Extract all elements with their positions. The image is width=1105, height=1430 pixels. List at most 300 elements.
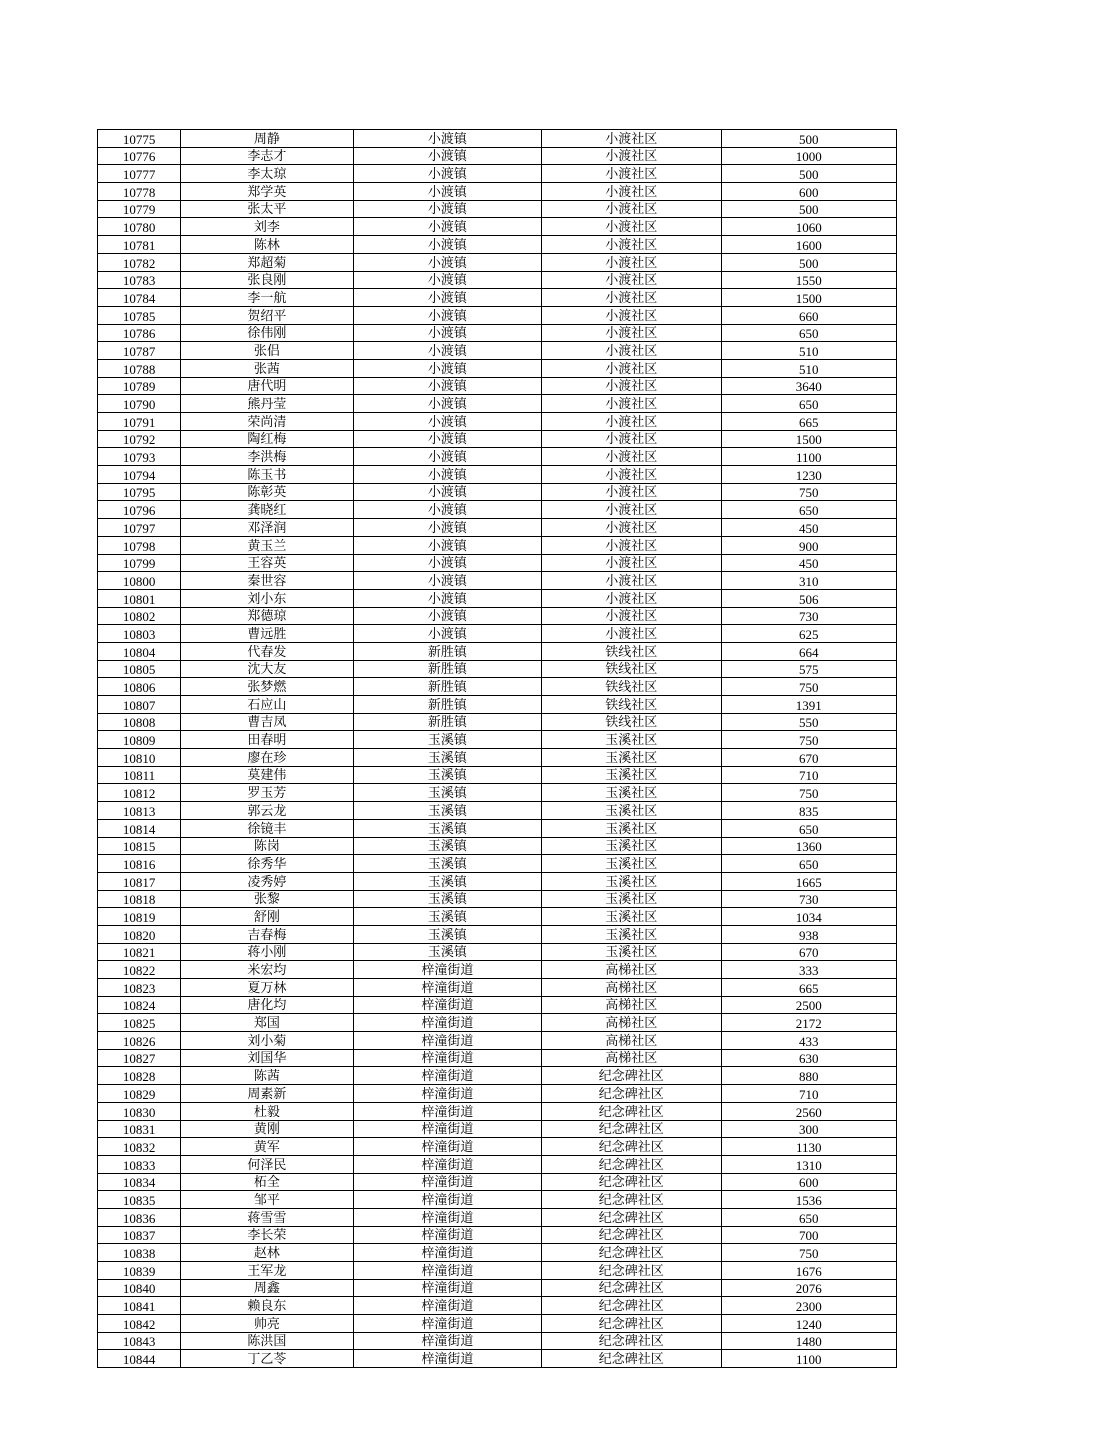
amount-cell: 650 [721, 501, 896, 519]
table-row [98, 183, 897, 201]
community-cell: 小渡社区 [542, 413, 721, 431]
record-number-cell: 10790 [98, 395, 181, 413]
community-cell: 小渡社区 [542, 483, 721, 501]
record-number-cell: 10813 [98, 802, 181, 820]
person-name-cell: 张良刚 [181, 271, 353, 289]
person-name-cell: 柘全 [181, 1173, 353, 1191]
table-row [98, 147, 897, 165]
community-cell: 小渡社区 [542, 554, 721, 572]
table-row [98, 784, 897, 802]
table-row [98, 1279, 897, 1297]
person-name-cell: 李长荣 [181, 1226, 353, 1244]
community-cell: 纪念碑社区 [542, 1085, 721, 1103]
person-name-cell: 周鑫 [181, 1279, 353, 1297]
town-cell: 小渡镇 [353, 519, 541, 537]
amount-cell: 1500 [721, 430, 896, 448]
community-cell: 小渡社区 [542, 271, 721, 289]
community-cell: 玉溪社区 [542, 819, 721, 837]
town-cell: 小渡镇 [353, 395, 541, 413]
record-number-cell: 10831 [98, 1120, 181, 1138]
town-cell: 小渡镇 [353, 413, 541, 431]
table-row [98, 289, 897, 307]
person-name-cell: 石应山 [181, 696, 353, 714]
person-name-cell: 廖在珍 [181, 749, 353, 767]
amount-cell: 1500 [721, 289, 896, 307]
community-cell: 铁线社区 [542, 642, 721, 660]
community-cell: 高梯社区 [542, 961, 721, 979]
amount-cell: 510 [721, 342, 896, 360]
record-number-cell: 10820 [98, 925, 181, 943]
record-number-cell: 10827 [98, 1049, 181, 1067]
record-number-cell: 10803 [98, 625, 181, 643]
table-row [98, 359, 897, 377]
person-name-cell: 蒋雪雪 [181, 1208, 353, 1226]
table-row [98, 430, 897, 448]
record-number-cell: 10801 [98, 589, 181, 607]
community-cell: 玉溪社区 [542, 890, 721, 908]
table-row [98, 996, 897, 1014]
table-row [98, 1138, 897, 1156]
town-cell: 梓潼街道 [353, 1067, 541, 1085]
town-cell: 梓潼街道 [353, 1332, 541, 1350]
town-cell: 梓潼街道 [353, 996, 541, 1014]
town-cell: 小渡镇 [353, 306, 541, 324]
community-cell: 铁线社区 [542, 678, 721, 696]
person-name-cell: 李一航 [181, 289, 353, 307]
record-number-cell: 10839 [98, 1262, 181, 1280]
amount-cell: 938 [721, 925, 896, 943]
table-row [98, 1085, 897, 1103]
record-number-cell: 10822 [98, 961, 181, 979]
town-cell: 小渡镇 [353, 147, 541, 165]
person-name-cell: 郑国 [181, 1014, 353, 1032]
record-number-cell: 10815 [98, 837, 181, 855]
town-cell: 梓潼街道 [353, 1155, 541, 1173]
record-number-cell: 10792 [98, 430, 181, 448]
community-cell: 纪念碑社区 [542, 1138, 721, 1156]
amount-cell: 750 [721, 1244, 896, 1262]
amount-cell: 750 [721, 483, 896, 501]
person-name-cell: 黄军 [181, 1138, 353, 1156]
town-cell: 新胜镇 [353, 642, 541, 660]
record-number-cell: 10844 [98, 1350, 181, 1368]
amount-cell: 1360 [721, 837, 896, 855]
community-cell: 纪念碑社区 [542, 1332, 721, 1350]
record-number-cell: 10802 [98, 607, 181, 625]
table-row [98, 819, 897, 837]
person-name-cell: 徐伟刚 [181, 324, 353, 342]
community-cell: 玉溪社区 [542, 855, 721, 873]
record-number-cell: 10843 [98, 1332, 181, 1350]
person-name-cell: 李洪梅 [181, 448, 353, 466]
community-cell: 小渡社区 [542, 306, 721, 324]
amount-cell: 500 [721, 130, 896, 148]
table-row [98, 218, 897, 236]
record-number-cell: 10796 [98, 501, 181, 519]
amount-cell: 730 [721, 607, 896, 625]
person-name-cell: 王军龙 [181, 1262, 353, 1280]
amount-cell: 630 [721, 1049, 896, 1067]
community-cell: 小渡社区 [542, 130, 721, 148]
table-row [98, 1014, 897, 1032]
record-number-cell: 10785 [98, 306, 181, 324]
person-name-cell: 陈林 [181, 236, 353, 254]
amount-cell: 710 [721, 766, 896, 784]
amount-cell: 1310 [721, 1155, 896, 1173]
community-cell: 纪念碑社区 [542, 1315, 721, 1333]
person-name-cell: 曹远胜 [181, 625, 353, 643]
table-row [98, 501, 897, 519]
community-cell: 玉溪社区 [542, 908, 721, 926]
amount-cell: 670 [721, 943, 896, 961]
community-cell: 高梯社区 [542, 996, 721, 1014]
amount-cell: 3640 [721, 377, 896, 395]
person-name-cell: 陈茜 [181, 1067, 353, 1085]
table-row [98, 253, 897, 271]
amount-cell: 835 [721, 802, 896, 820]
amount-cell: 710 [721, 1085, 896, 1103]
community-cell: 小渡社区 [542, 253, 721, 271]
community-cell: 纪念碑社区 [542, 1173, 721, 1191]
town-cell: 小渡镇 [353, 236, 541, 254]
amount-cell: 2500 [721, 996, 896, 1014]
table-row [98, 943, 897, 961]
person-name-cell: 荣尚清 [181, 413, 353, 431]
amount-cell: 1391 [721, 696, 896, 714]
table-row [98, 660, 897, 678]
town-cell: 玉溪镇 [353, 749, 541, 767]
town-cell: 小渡镇 [353, 448, 541, 466]
amount-cell: 1060 [721, 218, 896, 236]
record-number-cell: 10791 [98, 413, 181, 431]
person-name-cell: 曹吉凤 [181, 713, 353, 731]
community-cell: 小渡社区 [542, 589, 721, 607]
town-cell: 小渡镇 [353, 430, 541, 448]
table-row [98, 554, 897, 572]
town-cell: 小渡镇 [353, 572, 541, 590]
community-cell: 玉溪社区 [542, 872, 721, 890]
amount-cell: 510 [721, 359, 896, 377]
amount-cell: 1676 [721, 1262, 896, 1280]
table-row [98, 589, 897, 607]
table-row [98, 1067, 897, 1085]
community-cell: 铁线社区 [542, 713, 721, 731]
roster-table-body [98, 130, 897, 1368]
table-row [98, 342, 897, 360]
table-row [98, 165, 897, 183]
amount-cell: 2076 [721, 1279, 896, 1297]
table-row [98, 979, 897, 997]
table-row [98, 855, 897, 873]
record-number-cell: 10797 [98, 519, 181, 537]
record-number-cell: 10826 [98, 1032, 181, 1050]
person-name-cell: 龚晓红 [181, 501, 353, 519]
town-cell: 小渡镇 [353, 130, 541, 148]
record-number-cell: 10830 [98, 1102, 181, 1120]
community-cell: 玉溪社区 [542, 731, 721, 749]
person-name-cell: 陈彰英 [181, 483, 353, 501]
amount-cell: 1000 [721, 147, 896, 165]
person-name-cell: 沈大友 [181, 660, 353, 678]
community-cell: 纪念碑社区 [542, 1297, 721, 1315]
amount-cell: 1665 [721, 872, 896, 890]
record-number-cell: 10778 [98, 183, 181, 201]
person-name-cell: 代春发 [181, 642, 353, 660]
amount-cell: 670 [721, 749, 896, 767]
town-cell: 玉溪镇 [353, 802, 541, 820]
table-row [98, 890, 897, 908]
town-cell: 小渡镇 [353, 218, 541, 236]
record-number-cell: 10783 [98, 271, 181, 289]
town-cell: 梓潼街道 [353, 979, 541, 997]
table-row [98, 236, 897, 254]
community-cell: 纪念碑社区 [542, 1191, 721, 1209]
person-name-cell: 李志才 [181, 147, 353, 165]
person-name-cell: 刘国华 [181, 1049, 353, 1067]
community-cell: 高梯社区 [542, 979, 721, 997]
table-row [98, 1120, 897, 1138]
record-number-cell: 10816 [98, 855, 181, 873]
person-name-cell: 凌秀婷 [181, 872, 353, 890]
town-cell: 小渡镇 [353, 359, 541, 377]
town-cell: 新胜镇 [353, 713, 541, 731]
table-row [98, 802, 897, 820]
table-row [98, 413, 897, 431]
table-row [98, 130, 897, 148]
table-row [98, 1032, 897, 1050]
record-number-cell: 10812 [98, 784, 181, 802]
amount-cell: 450 [721, 519, 896, 537]
person-name-cell: 莫建伟 [181, 766, 353, 784]
record-number-cell: 10832 [98, 1138, 181, 1156]
person-name-cell: 陈洪国 [181, 1332, 353, 1350]
record-number-cell: 10810 [98, 749, 181, 767]
person-name-cell: 陈玉书 [181, 466, 353, 484]
record-number-cell: 10823 [98, 979, 181, 997]
person-name-cell: 陶红梅 [181, 430, 353, 448]
table-row [98, 961, 897, 979]
record-number-cell: 10782 [98, 253, 181, 271]
record-number-cell: 10805 [98, 660, 181, 678]
person-name-cell: 周素新 [181, 1085, 353, 1103]
town-cell: 梓潼街道 [353, 961, 541, 979]
table-row [98, 1208, 897, 1226]
table-row [98, 572, 897, 590]
person-name-cell: 张太平 [181, 200, 353, 218]
amount-cell: 506 [721, 589, 896, 607]
town-cell: 小渡镇 [353, 483, 541, 501]
table-row [98, 536, 897, 554]
person-name-cell: 秦世容 [181, 572, 353, 590]
community-cell: 小渡社区 [542, 607, 721, 625]
person-name-cell: 郑德琼 [181, 607, 353, 625]
town-cell: 梓潼街道 [353, 1102, 541, 1120]
amount-cell: 500 [721, 165, 896, 183]
record-number-cell: 10794 [98, 466, 181, 484]
record-number-cell: 10824 [98, 996, 181, 1014]
community-cell: 小渡社区 [542, 236, 721, 254]
town-cell: 梓潼街道 [353, 1315, 541, 1333]
person-name-cell: 舒刚 [181, 908, 353, 926]
record-number-cell: 10842 [98, 1315, 181, 1333]
town-cell: 小渡镇 [353, 607, 541, 625]
table-row [98, 678, 897, 696]
person-name-cell: 赵林 [181, 1244, 353, 1262]
record-number-cell: 10835 [98, 1191, 181, 1209]
record-number-cell: 10818 [98, 890, 181, 908]
town-cell: 玉溪镇 [353, 731, 541, 749]
table-row [98, 625, 897, 643]
town-cell: 梓潼街道 [353, 1279, 541, 1297]
person-name-cell: 黄玉兰 [181, 536, 353, 554]
person-name-cell: 王容英 [181, 554, 353, 572]
amount-cell: 750 [721, 784, 896, 802]
table-row [98, 271, 897, 289]
amount-cell: 650 [721, 1208, 896, 1226]
amount-cell: 1130 [721, 1138, 896, 1156]
community-cell: 小渡社区 [542, 218, 721, 236]
record-number-cell: 10837 [98, 1226, 181, 1244]
town-cell: 小渡镇 [353, 200, 541, 218]
record-number-cell: 10798 [98, 536, 181, 554]
record-number-cell: 10834 [98, 1173, 181, 1191]
amount-cell: 750 [721, 678, 896, 696]
amount-cell: 650 [721, 395, 896, 413]
community-cell: 小渡社区 [542, 395, 721, 413]
person-name-cell: 周静 [181, 130, 353, 148]
record-number-cell: 10776 [98, 147, 181, 165]
roster-table [97, 129, 897, 1368]
person-name-cell: 贺绍平 [181, 306, 353, 324]
town-cell: 梓潼街道 [353, 1226, 541, 1244]
amount-cell: 2560 [721, 1102, 896, 1120]
community-cell: 玉溪社区 [542, 766, 721, 784]
town-cell: 小渡镇 [353, 501, 541, 519]
person-name-cell: 夏万林 [181, 979, 353, 997]
table-row [98, 324, 897, 342]
community-cell: 铁线社区 [542, 660, 721, 678]
person-name-cell: 熊丹莹 [181, 395, 353, 413]
person-name-cell: 赖良东 [181, 1297, 353, 1315]
person-name-cell: 张黎 [181, 890, 353, 908]
record-number-cell: 10779 [98, 200, 181, 218]
town-cell: 小渡镇 [353, 324, 541, 342]
amount-cell: 1600 [721, 236, 896, 254]
community-cell: 小渡社区 [542, 289, 721, 307]
record-number-cell: 10821 [98, 943, 181, 961]
amount-cell: 1536 [721, 1191, 896, 1209]
amount-cell: 650 [721, 324, 896, 342]
amount-cell: 625 [721, 625, 896, 643]
amount-cell: 1230 [721, 466, 896, 484]
person-name-cell: 徐秀华 [181, 855, 353, 873]
town-cell: 小渡镇 [353, 589, 541, 607]
table-row [98, 448, 897, 466]
amount-cell: 575 [721, 660, 896, 678]
town-cell: 梓潼街道 [353, 1191, 541, 1209]
town-cell: 玉溪镇 [353, 943, 541, 961]
amount-cell: 730 [721, 890, 896, 908]
person-name-cell: 陈岗 [181, 837, 353, 855]
table-row [98, 696, 897, 714]
amount-cell: 650 [721, 855, 896, 873]
amount-cell: 310 [721, 572, 896, 590]
amount-cell: 1240 [721, 1315, 896, 1333]
town-cell: 梓潼街道 [353, 1244, 541, 1262]
person-name-cell: 唐代明 [181, 377, 353, 395]
town-cell: 玉溪镇 [353, 872, 541, 890]
record-number-cell: 10804 [98, 642, 181, 660]
table-row [98, 483, 897, 501]
amount-cell: 2172 [721, 1014, 896, 1032]
amount-cell: 665 [721, 979, 896, 997]
person-name-cell: 杜毅 [181, 1102, 353, 1120]
community-cell: 纪念碑社区 [542, 1262, 721, 1280]
community-cell: 小渡社区 [542, 165, 721, 183]
town-cell: 小渡镇 [353, 183, 541, 201]
community-cell: 玉溪社区 [542, 943, 721, 961]
record-number-cell: 10777 [98, 165, 181, 183]
amount-cell: 550 [721, 713, 896, 731]
town-cell: 梓潼街道 [353, 1138, 541, 1156]
amount-cell: 880 [721, 1067, 896, 1085]
record-number-cell: 10817 [98, 872, 181, 890]
person-name-cell: 唐化均 [181, 996, 353, 1014]
table-row [98, 642, 897, 660]
amount-cell: 1480 [721, 1332, 896, 1350]
person-name-cell: 张侣 [181, 342, 353, 360]
community-cell: 纪念碑社区 [542, 1279, 721, 1297]
town-cell: 玉溪镇 [353, 766, 541, 784]
town-cell: 梓潼街道 [353, 1297, 541, 1315]
amount-cell: 433 [721, 1032, 896, 1050]
community-cell: 高梯社区 [542, 1014, 721, 1032]
person-name-cell: 米宏均 [181, 961, 353, 979]
person-name-cell: 黄刚 [181, 1120, 353, 1138]
person-name-cell: 李太琼 [181, 165, 353, 183]
town-cell: 梓潼街道 [353, 1208, 541, 1226]
town-cell: 玉溪镇 [353, 837, 541, 855]
town-cell: 梓潼街道 [353, 1350, 541, 1368]
record-number-cell: 10793 [98, 448, 181, 466]
record-number-cell: 10807 [98, 696, 181, 714]
town-cell: 小渡镇 [353, 625, 541, 643]
town-cell: 梓潼街道 [353, 1262, 541, 1280]
person-name-cell: 郭云龙 [181, 802, 353, 820]
community-cell: 小渡社区 [542, 519, 721, 537]
amount-cell: 750 [721, 731, 896, 749]
community-cell: 小渡社区 [542, 536, 721, 554]
person-name-cell: 田春明 [181, 731, 353, 749]
community-cell: 小渡社区 [542, 501, 721, 519]
amount-cell: 1100 [721, 448, 896, 466]
community-cell: 玉溪社区 [542, 784, 721, 802]
town-cell: 梓潼街道 [353, 1014, 541, 1032]
person-name-cell: 罗玉芳 [181, 784, 353, 802]
amount-cell: 500 [721, 200, 896, 218]
record-number-cell: 10775 [98, 130, 181, 148]
community-cell: 纪念碑社区 [542, 1226, 721, 1244]
town-cell: 梓潼街道 [353, 1085, 541, 1103]
amount-cell: 900 [721, 536, 896, 554]
town-cell: 小渡镇 [353, 377, 541, 395]
record-number-cell: 10800 [98, 572, 181, 590]
community-cell: 玉溪社区 [542, 802, 721, 820]
town-cell: 玉溪镇 [353, 819, 541, 837]
community-cell: 小渡社区 [542, 183, 721, 201]
table-row [98, 377, 897, 395]
town-cell: 玉溪镇 [353, 908, 541, 926]
